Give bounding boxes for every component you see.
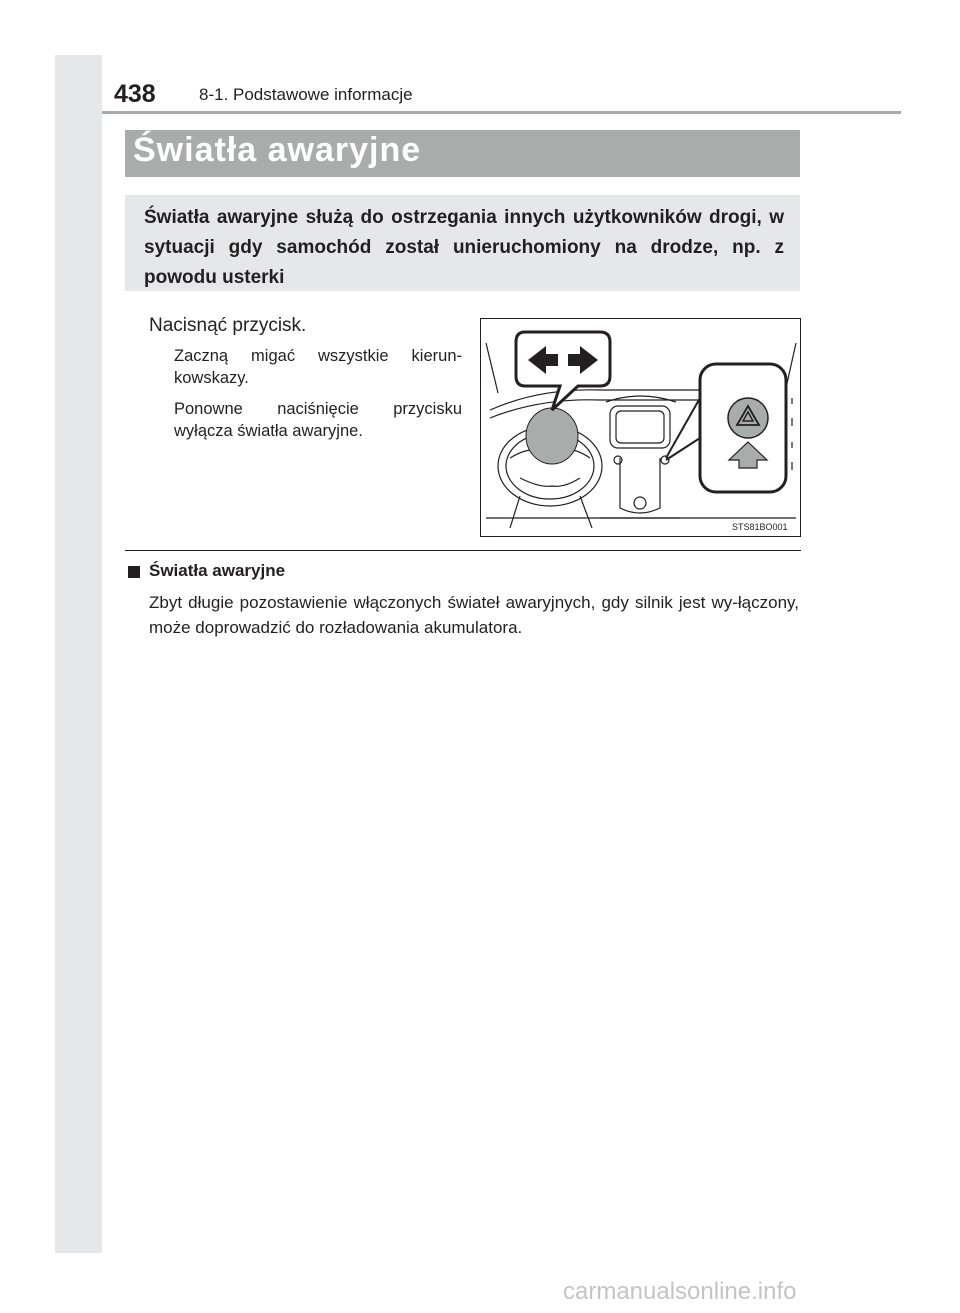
step-title: Nacisnąć przycisk.	[149, 315, 307, 336]
header-rule	[102, 111, 901, 114]
section-rule	[125, 550, 801, 551]
page-number: 438	[114, 80, 156, 108]
note-body: Zbyt długie pozostawienie włączonych świateł awaryjnych, gdy silnik jest wy-łączony, może doprowadzić do rozładowania akumulatora.	[149, 593, 799, 637]
step-detail-1: Zaczną migać wszystkie kierun-kowskazy.	[174, 347, 462, 387]
page-title: Światła awaryjne	[133, 131, 422, 169]
watermark: carmanualsonline.info	[563, 1278, 797, 1305]
dashboard-illustration	[480, 318, 801, 537]
figure-code: STS81BO001	[732, 522, 788, 532]
section-header: 8-1. Podstawowe informacje	[199, 85, 413, 104]
step-detail-2: Ponowne naciśnięcie przycisku wyłącza światła awaryjne.	[174, 400, 462, 440]
intro-text: Światła awaryjne służą do ostrzegania innych użytkowników drogi, w sytuacji gdy samochód został unieruchomiony na drodze, np. z powodu usterki	[144, 207, 784, 288]
note-bullet	[128, 566, 140, 578]
note-title: Światła awaryjne	[149, 561, 286, 580]
side-strip	[55, 55, 102, 1253]
